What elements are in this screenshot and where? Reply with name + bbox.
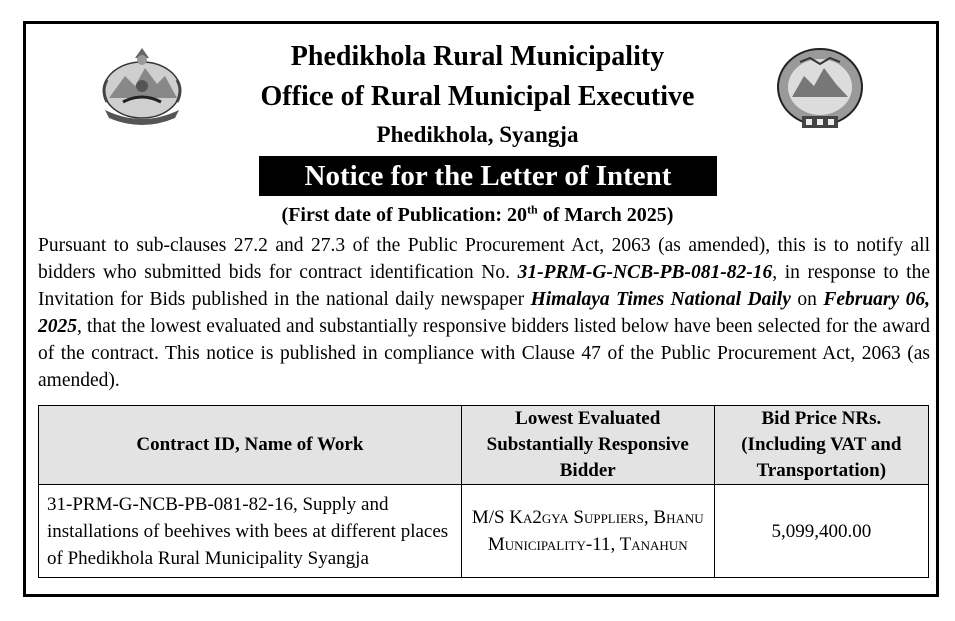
award-table	[38, 405, 929, 578]
notice-title-banner: Notice for the Letter of Intent	[259, 156, 717, 196]
header-bidder: Lowest Evaluated Substantially Responsive Bidder	[461, 406, 714, 485]
publication-date: (First date of Publication: 20th of March 2025)	[281, 202, 674, 226]
header-price: Bid Price NRs. (Including VAT and Transportation)	[714, 406, 928, 485]
header-contract: Contract ID, Name of Work	[39, 406, 462, 485]
municipality-name: Phedikhola Rural Municipality	[290, 41, 665, 72]
office-name: Office of Rural Municipal Executive	[260, 81, 695, 112]
newspaper-name: Himalaya Times National Daily	[530, 289, 791, 310]
notice-body: Pursuant to sub-clauses 27.2 and 27.3 of the Public Procurement Act, 2063 (as amended), this is to notify all bidders who submitted bids for contract identification No. 31-PRM-G-NCB-PB-081-82-16, in response to the Invitation for Bids published in the national daily newspaper Himalaya Times National Daily on February 06, 2025, that the lowest evaluated and substantially responsive bidders listed below have been selected for the award of the contract. This notice is published in compliance with Clause 47 of the Public Procurement Act, 2063 (as amended).	[38, 235, 930, 391]
contract-work-cell: 31-PRM-G-NCB-PB-081-82-16, Supply and installations of beehives with bees at different places of Phedikhola Rural Municipality Syangja	[39, 485, 462, 578]
contract-id: 31-PRM-G-NCB-PB-081-82-16	[517, 262, 773, 283]
table-row	[39, 485, 929, 578]
table-header-row	[39, 406, 929, 485]
price-cell: 5,099,400.00	[714, 485, 928, 578]
bidder-cell: M/S Ka2gya Suppliers, Bhanu Municipality-11, Tanahun	[461, 485, 714, 578]
ifb-date: February 06, 2025	[38, 289, 930, 337]
office-location: Phedikhola, Syangja	[376, 122, 579, 147]
